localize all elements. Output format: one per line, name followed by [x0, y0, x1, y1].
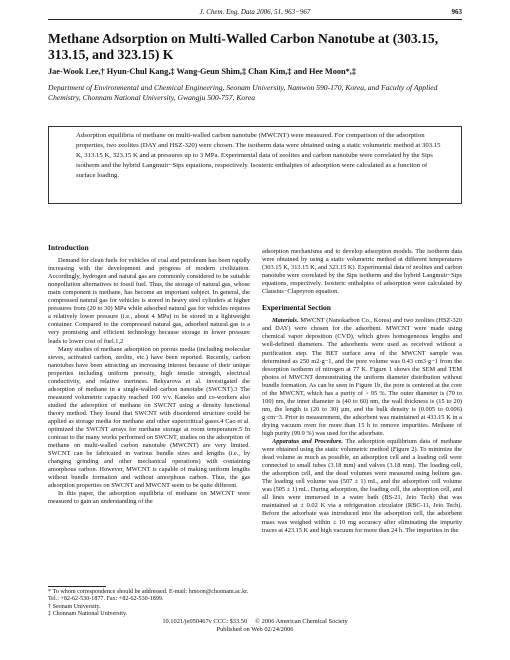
introduction-heading: Introduction	[48, 243, 89, 252]
page-footer	[0, 618, 510, 634]
abstract-text: Adsorption equilibria of methane on multi-walled carbon nanotube (MWCNT) were measured. For comparison of the adsorption properties, two zeolites (DAY and HSZ-320) were chosen. The isotherm data were obtained using a static volumetric method at 303.15 K, 313.15 K, 323.15 K and at pressures up to 3 MPa. Experimental data of zeolites and carbon nanotube were correlated by the Sips isotherm and the hybrid Langmuir−Sips equations, respectively. Isosteric enthalpies of adsorption were calculated as a function of surface loading.	[76, 132, 441, 179]
published-line: Published on Web 02/24/2006	[216, 626, 294, 633]
materials-text: MWCNT (Nanokarbon Co., Korea) and two zeolites (HSZ-320 and DAY) were chosen for the adsorbent. MWCNT were made using chemical vapor deposition (CVD), which gives homogeneous lengths and well-defined diameters. The adsorbents were used as received without a purification step. The BET surface area of the MWCNT sample was determined as 250 m2·g−1, and the pore volume was 0.43 cm3·g−1 from the desorption isotherm of nitrogen at 77 K. Figure 1 shows the SEM and TEM photos of MWCNT demonstrating the uniform diameter distribution without bundle formation. As can be seen in Figure 1b, the pore is centered at the core of the MWCNT, which has a purity of > 95 %. The outer diameter is (70 to 100) nm, the inner diameter is (40 to 60) nm, the wall thickness is (15 to 20) nm, the length is (20 to 30) μm, and the bulk density is (0.005 to 0.006) g·cm−3. Prior to measurement, the adsorbent was maintained at 433.15 K in a drying vacuum oven for more than 15 h to remove impurities. Methane of high purity (99.9 %) was used for the adsorbate.	[262, 317, 462, 437]
paper-title: Methane Adsorption on Multi-Walled Carbon Nanotube at (303.15, 313.15, and 323.15) K	[48, 31, 439, 62]
author-list: Jae-Wook Lee,† Hyun-Chul Kang,‡ Wang-Geun Shim,‡ Chan Kim,‡ and Hee Moon*,‡	[48, 67, 357, 76]
intro-paragraph-1: Demand for clean fuels for vehicles of coal and petroleum has been rapidly increasing with the development and progress of modern civilization. Accordingly, hydrogen and natural gas are commonly considered to be suitable nonpollution alternatives to fossil fuel. Thus, the storage of natural gas, whose main component is methane, has become an important subject. In general, the compressed natural gas for vehicles is stored in heavy steel cylinders at higher pressures from (20 to 30) MPa while adsorbed natural gas for vehicles requires a relatively lower pressure (i.e., about 4 MPa) to be stored in a lightweight container. Compared to the compressed natural gas, adsorbed natural gas is a very promising and efficient technology because storage in lower pressure leads to lower cost of fuel.1,2	[48, 257, 250, 345]
abstract-box	[48, 126, 462, 204]
footnotes	[48, 589, 250, 619]
right-column	[262, 248, 462, 535]
header-rule	[48, 19, 462, 20]
running-header	[48, 8, 462, 20]
intro-continued: adsorption mechanisms and to develop adsorption models. The isotherm data were obtained by using a static volumetric method at different temperatures (303.15 K, 313.15 K, and 323.15 K). Experimental data of zeolites and carbon nanotube were correlated by the Sips isotherm and the hybrid Langmuir−Sips equations, respectively. Isosteric enthalpies of adsorption were calculated by Clausius−Clapeyron equation.	[262, 248, 462, 296]
intro-paragraph-2: Many studies of methane adsorption on porous media (including molecular sieves, activated carbon, zeolite, etc.) have been reported. Recently, carbon nanotubes have been attracting an increasing interest because of their unique properties including uniform porosity, high tensile strength, electrical conductivity, and relative inertness. Bekyarova et al. investigated the adsorption of methane in a single-walled carbon nanotube (SWCNT).3 The measured volumetric capacity reached 160 v/v. Kaneko and co-workers also studied the adsorption of methane on SWCNT using a density functional theory method. They found that SWCNT with disordered structure could be applied as storage media for methane and other supercritical gases.4 Cao et al. optimized the SWCNT arrays for methane storage at room temperature.5 In contrast to the many works performed on SWCNT, studies on the adsorption of methane on multi-walled carbon nanotube (MWCNT) are very limited. SWCNT can be fabricated in various bundle sizes and lengths (i.e., by changing grinding and other mechanical operations) with containing amorphous carbon. However, MWCNT is capable of making uniform lengths without bundle formation and without amorphous carbon. Thus, the gas adsorption properties on SWCNT and MWCNT seem to be quite different.	[48, 345, 250, 490]
left-column	[48, 244, 250, 507]
footnote-rule	[48, 586, 106, 587]
apparatus-paragraph	[262, 438, 462, 535]
experimental-heading: Experimental Section	[262, 303, 331, 313]
affiliation: Department of Environmental and Chemical Engineering, Seonam University, Namwon 590-170, Korea, and Faculty of Applied Chemistry, Chonnam National University, Gwangju 500-757, Korea	[48, 83, 438, 102]
apparatus-label: Apparatus and Procedure.	[272, 438, 343, 446]
materials-label: Materials.	[272, 317, 299, 325]
apparatus-text: The adsorption equilibrium data of methane were obtained using the static volumetric method (Figure 2). To minimize the dead volume as much as possible, an adsorption cell and a loading cell were connected to small tubes (3.18 mm) and valves (3.18 mm). The loading cell, the adsorption cell, and the dead volumes were measured using helium gas. The loading cell volume was (507 ± 1) mL, and the adsorption cell volume was (505 ± 1) mL. During adsorption, the loading cell, the adsorption cell, and all lines were immersed in a water bath (BS-21, Jeio Tech) that was maintained at ± 0.02 K via a refrigeration circulator (RBC-11, Jeio Tech). Before the adsorbate was introduced into the adsorption cell, the adsorbent mass was weighed within ± 10 mg accuracy after eliminating the impurity traces at 423.15 K and high vacuum for more than 24 h. The impurities in the	[262, 438, 462, 534]
footnote-corresponding: * To whom correspondence should be addressed. E-mail: hmoon@chonnam.ac.kr. Tel.: +82-62-530-1877. Fax: +82-62-530-1899.	[48, 589, 249, 603]
journal-reference: J. Chem. Eng. Data 2006, 51, 963−967	[199, 8, 311, 16]
materials-paragraph	[262, 317, 462, 438]
doi-line: 10.1021/je050467v CCC: $33.50 © 2006 American Chemical Society	[162, 618, 348, 625]
page-number: 963	[451, 8, 462, 16]
intro-paragraph-3: In this paper, the adsorption equilibria of methane on MWCNT were measured to gain an understanding of the	[48, 490, 250, 506]
footnote-double-dagger: ‡ Chonnam National University.	[48, 611, 128, 618]
footnote-dagger: † Seonam University.	[48, 603, 101, 610]
